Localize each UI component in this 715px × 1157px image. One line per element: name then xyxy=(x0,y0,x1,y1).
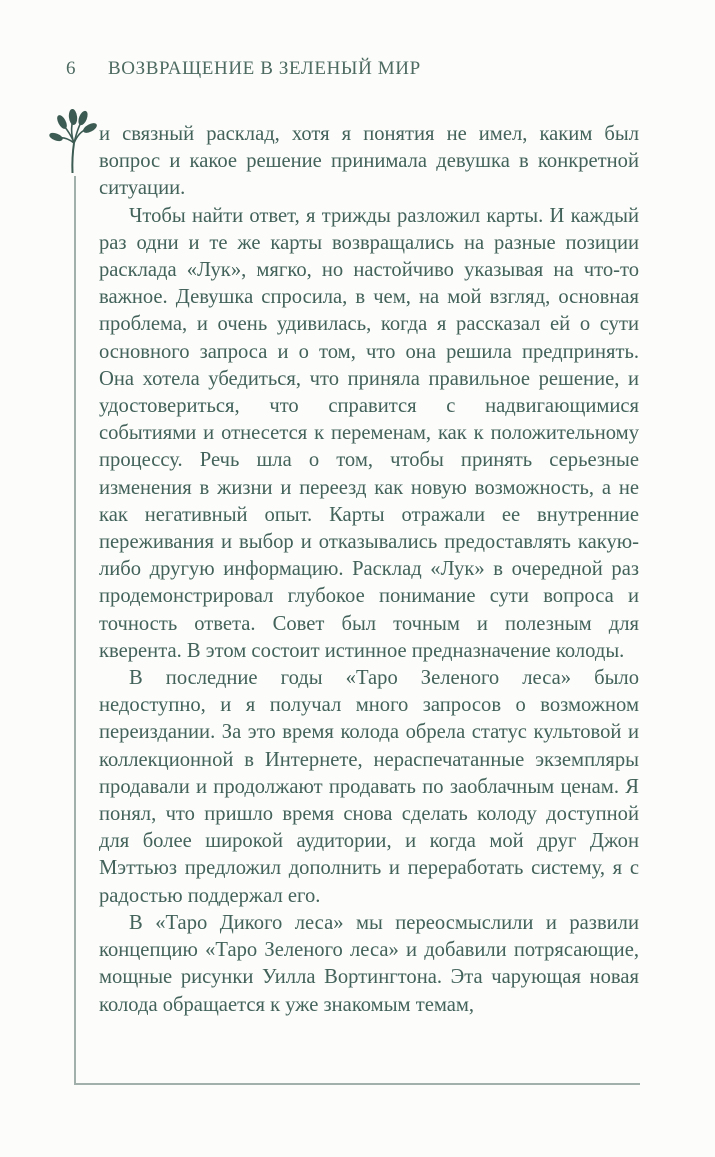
plant-sprig-icon xyxy=(49,109,99,175)
paragraph-1: и связный расклад, хотя я понятия не имел, каким был вопрос и какое решение принимала девушка в конкретной ситуации. xyxy=(99,123,639,200)
running-header xyxy=(66,58,421,80)
paragraph-2: Чтобы найти ответ, я трижды разложил карты. И каждый раз одни и те же карты возвращались на разные позиции расклада «Лук», мягко, но настойчиво указывая на что-то важное. Девушка спросила, в чем, на мой взгляд, основная проблема, и очень удивилась, когда я рассказал ей о сути основного запроса и о том, что она решила предпринять. Она хотела убедиться, что приняла правильное решение, и удостовериться, что справится с надвигающимися событиями и отнесется к переменам, как к положительному процессу. Речь шла о том, чтобы принять серьезные изменения в жизни и переезд как новую возможность, а не как негативный опыт. Карты отражали ее внутренние переживания и выбор и отказывались предоставлять какую-либо другую информацию. Расклад «Лук» в очередной раз продемонстрировал глубокое понимание сути вопроса и точность ответа. Совет был точным и полезным для кверента. В этом состоит истинное предназначение колоды. xyxy=(99,204,639,662)
page-number: 6 xyxy=(66,58,77,79)
body-text xyxy=(99,121,639,1019)
paragraph-3: В последние годы «Таро Зеленого леса» было недоступно, и я получал много запросов о возможном переиздании. За это время колода обрела статус культовой и коллекционной в Интернете, нераспечатанные экземпляры продавали и продолжают продавать по заоблачным ценам. Я понял, что пришло время снова сделать колоду доступной для более широкой аудитории, и когда мой друг Джон Мэттьюз предложил дополнить и переработать систему, я с радостью поддержал его. xyxy=(99,667,639,907)
paragraph-4: В «Таро Дикого леса» мы переосмыслили и развили концепцию «Таро Зеленого леса» и добавили потрясающие, мощные рисунки Уилла Вортингтона. Эта чарующая новая колода обращается к уже знакомым темам, xyxy=(99,911,639,1016)
running-title: ВОЗВРАЩЕНИЕ В ЗЕЛЕНЫЙ МИР xyxy=(108,58,421,79)
